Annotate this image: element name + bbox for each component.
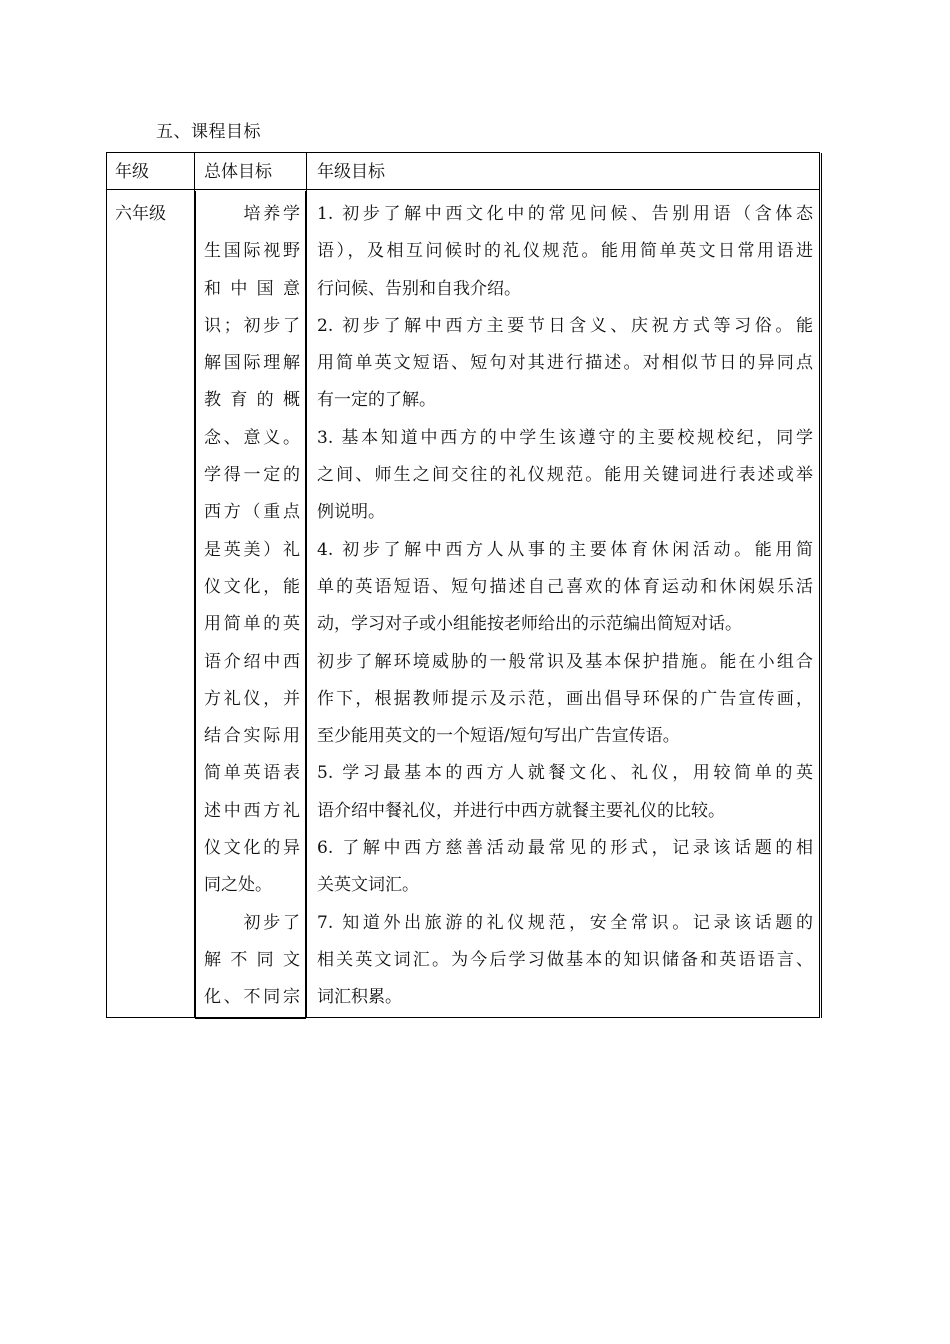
grade-goal-line: 有一定的了解。	[317, 390, 436, 411]
column-divider-overall	[306, 153, 307, 1017]
grade-goal-line: 相关英文词汇。为今后学习做基本的知识储备和英语语言、	[317, 949, 813, 970]
header-grade-goals: 年级目标	[317, 162, 385, 182]
header-overall-goal: 总体目标	[204, 162, 272, 182]
course-goals-table	[106, 152, 820, 1018]
overall-goal-line: 解 不 同 文	[204, 949, 300, 970]
grade-goal-line: 4. 初步了解中西方人从事的主要体育休闲活动。能用简	[317, 539, 813, 560]
grade-goal-line: 用简单英文短语、短句对其进行描述。对相似节日的异同点	[317, 353, 813, 374]
grade-goal-line: 行问候、告别和自我介绍。	[317, 278, 521, 299]
overall-goal-line: 生国际视野	[204, 241, 300, 262]
grade-goal-line: 6. 了解中西方慈善活动最常见的形式，记录该话题的相	[317, 838, 813, 859]
grade-goal-line: 2. 初步了解中西方主要节日含义、庆祝方式等习俗。能	[317, 315, 813, 336]
grade-goal-line: 关英文词汇。	[317, 875, 419, 896]
grade-goal-line: 3. 基本知道中西方的中学生该遵守的主要校规校纪，同学	[317, 427, 813, 448]
overall-goal-line: 仪文化的异	[204, 838, 300, 859]
overall-goal-line: 简单英语表	[204, 763, 300, 784]
section-heading: 五、课程目标	[156, 122, 261, 142]
grade-goal-line: 初步了解环境威胁的一般常识及基本保护措施。能在小组合	[317, 651, 813, 672]
overall-goal-line: 西方（重点	[204, 502, 300, 523]
grade-goal-line: 例说明。	[317, 502, 385, 523]
grade-goal-line: 至少能用英文的一个短语/短句写出广告宣传语。	[317, 726, 680, 747]
overall-goal-line: 和 中 国 意	[204, 278, 300, 299]
grade-goal-line: 词汇积累。	[317, 987, 402, 1008]
header-grade: 年级	[115, 162, 149, 182]
grade-goal-line: 语），及相互问候时的礼仪规范。能用简单英文日常用语进	[317, 241, 813, 262]
grade-goal-line: 5. 学习最基本的西方人就餐文化、礼仪，用较简单的英	[317, 763, 813, 784]
overall-goal-line: 同之处。	[204, 875, 272, 896]
grade-goal-line: 语介绍中餐礼仪，并进行中西方就餐主要礼仪的比较。	[317, 800, 725, 821]
overall-goal-line: 学得一定的	[204, 465, 300, 486]
grade-goal-line: 单的英语短语、短句描述自己喜欢的体育运动和休闲娱乐活	[317, 576, 813, 597]
overall-goal-line: 培养学	[204, 204, 300, 224]
overall-goal-text	[204, 196, 300, 1017]
grade-goal-line: 1. 初步了解中西文化中的常见问候、告别用语（含体态	[317, 204, 813, 224]
overall-goal-line: 仪文化，能	[204, 576, 300, 597]
overall-goal-line: 述中西方礼	[204, 800, 300, 821]
grade-value: 六年级	[115, 204, 166, 224]
grade-goal-line: 作下，根据教师提示及示范，画出倡导环保的广告宣传画，	[317, 688, 813, 709]
grade-goal-line: 之间、师生之间交往的礼仪规范。能用关键词进行表述或举	[317, 465, 813, 486]
grade-goal-line: 动，学习对子或小组能按老师给出的示范编出简短对话。	[317, 614, 742, 635]
overall-goal-line: 语介绍中西	[204, 651, 300, 672]
overall-goal-line: 化、不同宗	[204, 987, 300, 1008]
overall-goal-line: 方礼仪，并	[204, 688, 300, 709]
overall-goal-line: 初步了	[204, 912, 300, 933]
overall-goal-line: 用简单的英	[204, 614, 300, 635]
overall-goal-line: 结合实际用	[204, 726, 300, 747]
header-row-divider	[107, 189, 819, 190]
overall-goal-line: 念、意义。	[204, 427, 300, 448]
overall-goal-line: 是英美）礼	[204, 539, 300, 560]
overall-goal-line: 解国际理解	[204, 353, 300, 374]
grade-goal-line: 7. 知道外出旅游的礼仪规范，安全常识。记录该话题的	[317, 912, 813, 933]
overall-goal-line: 教 育 的 概	[204, 390, 300, 411]
grade-goals-text	[317, 196, 813, 1017]
overall-goal-line: 识；初步了	[204, 315, 300, 336]
